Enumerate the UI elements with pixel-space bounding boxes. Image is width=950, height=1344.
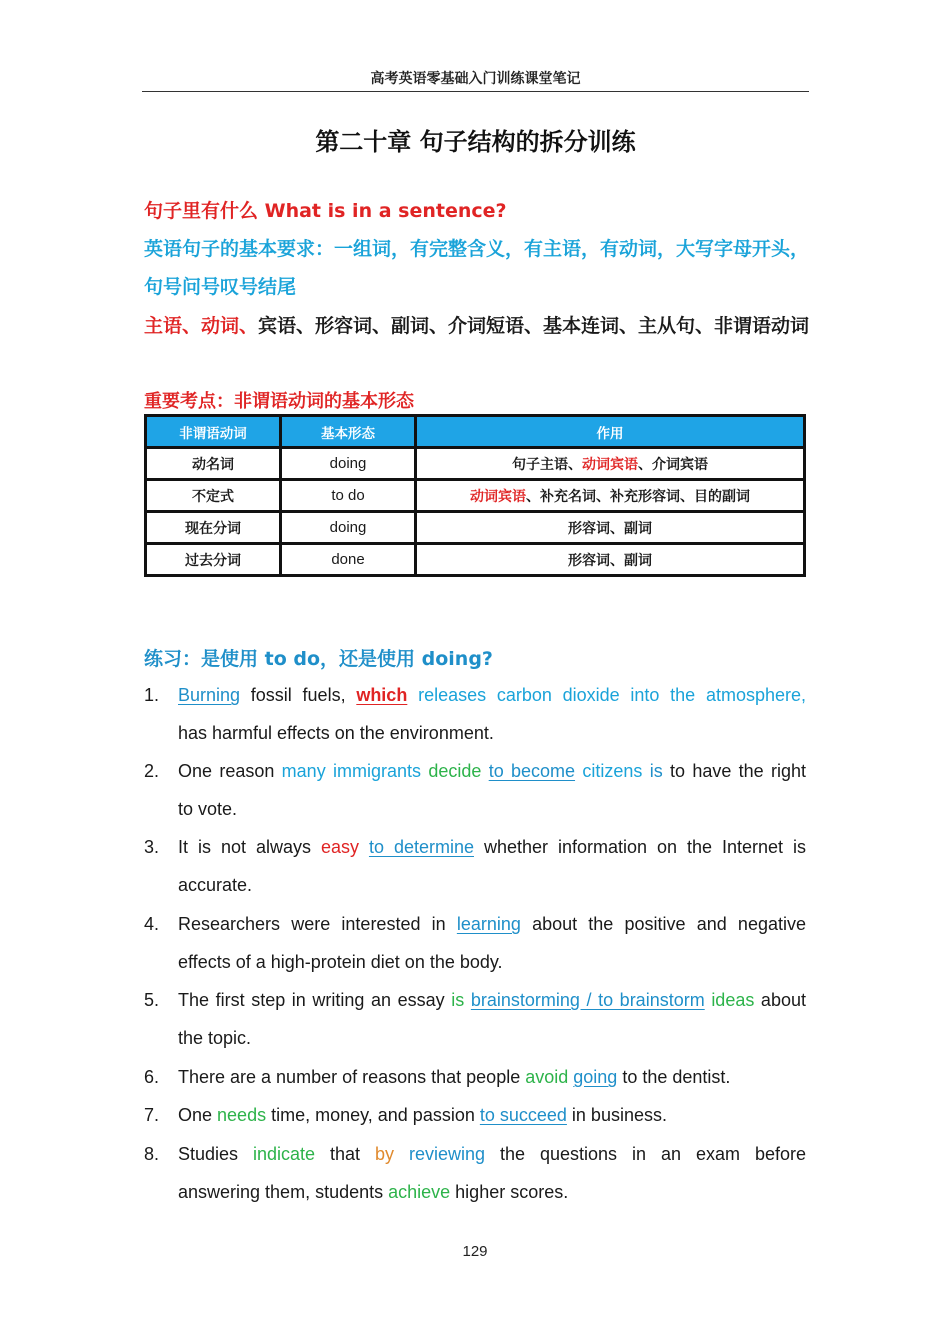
verb-text: achieve (388, 1182, 451, 1202)
item-number: 6. (144, 1067, 160, 1087)
table-cell-form: done (281, 544, 416, 576)
table-row (146, 544, 805, 576)
table-cell-use (416, 448, 805, 480)
plain-text: to the dentist. (617, 1067, 731, 1087)
plain-text: It is not always (178, 837, 321, 857)
item-line (178, 828, 806, 866)
plain-text: higher scores. (450, 1182, 569, 1202)
space (464, 990, 471, 1010)
plain-text: to vote. (178, 799, 238, 819)
header-rule (142, 91, 809, 92)
item-line (178, 1135, 806, 1173)
plain-text: One (178, 1105, 218, 1125)
section-heading-sentence: 句子里有什么 What is in a sentence? (144, 200, 507, 222)
elements-rest: 宾语、形容词、副词、介词短语、基本连词、主从句、非谓语动词 (258, 315, 810, 337)
object-text: ideas (711, 990, 755, 1010)
table-row (146, 448, 805, 480)
exercise-item (144, 905, 806, 981)
answer-word: to succeed (479, 1105, 567, 1125)
running-header: 高考英语零基础入门训练课堂笔记 (370, 71, 581, 87)
plain-text: has harmful effects on the environment. (178, 723, 494, 743)
table-header: 非谓语动词 (146, 416, 281, 448)
preposition-text: by (375, 1144, 395, 1164)
item-number: 1. (144, 685, 160, 705)
use-text: 、介词宾语 (638, 456, 708, 473)
plain-text: the questions in an exam before (485, 1144, 806, 1164)
plain-text: time, money, and passion (266, 1105, 480, 1125)
table-cell-use (416, 480, 805, 512)
table-cell-form: to do (281, 480, 416, 512)
plain-text: One reason (178, 761, 282, 781)
plain-text: The first step in writing an essay (178, 990, 452, 1010)
table-cell-form: doing (281, 512, 416, 544)
plain-text: effects of a high-protein diet on the body. (178, 952, 503, 972)
plain-text: answering them, students (178, 1182, 389, 1202)
exercise-item (144, 1135, 806, 1211)
plain-text: to have the right (662, 761, 806, 781)
use-highlight: 动词宾语 (582, 456, 638, 473)
use-text: 、补充名词、补充形容词、目的副词 (526, 488, 750, 505)
use-highlight: 动词宾语 (470, 488, 526, 505)
answer-word: Burning (178, 685, 241, 705)
plain-text: accurate. (178, 875, 253, 895)
plain-text: about the positive and negative (520, 914, 806, 934)
answer-word: reviewing (409, 1144, 486, 1164)
item-line (178, 943, 806, 981)
exercise-heading: 练习：是使用 to do，还是使用 doing? (144, 648, 493, 670)
answer-word: going (573, 1067, 618, 1087)
table-header: 基本形态 (281, 416, 416, 448)
table-row (146, 512, 805, 544)
exercise-item (144, 676, 806, 752)
space (359, 837, 369, 857)
verb-text: indicate (253, 1144, 316, 1164)
plain-text: Researchers were interested in (178, 914, 457, 934)
verb-text: needs (217, 1105, 267, 1125)
answer-word: brainstorming / to brainstorm (470, 990, 705, 1010)
object-text: citizens (582, 761, 643, 781)
answer-word: to determine (368, 837, 474, 857)
exercise-item (144, 828, 806, 904)
item-line (178, 676, 806, 714)
plain-text: that (315, 1144, 376, 1164)
elements-highlight: 主语、动词、 (144, 315, 259, 337)
item-number: 5. (144, 990, 160, 1010)
item-line (178, 714, 806, 752)
sentence-elements (144, 311, 809, 338)
relative-pronoun: which (356, 685, 408, 705)
adjective-text: easy (320, 837, 359, 857)
item-number: 4. (144, 914, 160, 934)
table-header: 作用 (416, 416, 805, 448)
table-cell-name: 动名词 (146, 448, 281, 480)
plain-text: the topic. (178, 1028, 252, 1048)
item-number: 2. (144, 761, 160, 781)
table-header-row (146, 416, 805, 448)
verb-text: is (451, 990, 465, 1010)
exercise-item (144, 1096, 806, 1134)
verb-text: is (649, 761, 663, 781)
plain-text: whether information on the Internet is (473, 837, 806, 857)
exercise-item (144, 1058, 806, 1096)
answer-word: learning (456, 914, 521, 934)
table-cell-use (416, 512, 805, 544)
exercise-item (144, 752, 806, 828)
item-line (178, 1019, 806, 1057)
table-cell-use (416, 544, 805, 576)
table-cell-name: 过去分词 (146, 544, 281, 576)
chapter-title: 第二十章 句子结构的拆分训练 (315, 128, 636, 156)
item-line (178, 752, 806, 790)
space (642, 761, 649, 781)
item-line (178, 1096, 806, 1134)
item-line (178, 981, 806, 1019)
table-cell-name: 现在分词 (146, 512, 281, 544)
subject-text: many immigrants (281, 761, 422, 781)
item-line (178, 866, 806, 904)
plain-text: in business. (566, 1105, 667, 1125)
item-number: 7. (144, 1105, 160, 1125)
clause-text: releases carbon dioxide into the atmosphere, (407, 685, 806, 705)
item-number: 3. (144, 837, 160, 857)
verb-text: decide (428, 761, 482, 781)
use-text: 句子主语、 (512, 456, 582, 473)
use-text: 形容词、副词 (568, 552, 652, 569)
plain-text: fossil fuels, (240, 685, 357, 705)
item-line (178, 905, 806, 943)
requirement-line-1: 英语句子的基本要求：一组词，有完整含义，有主语，有动词，大写字母开头， (144, 238, 810, 260)
verb-text: avoid (525, 1067, 569, 1087)
plain-text: Studies (178, 1144, 254, 1164)
space (481, 761, 488, 781)
space (394, 1144, 409, 1164)
item-line (178, 1173, 806, 1211)
item-number: 8. (144, 1144, 160, 1164)
table-row (146, 480, 805, 512)
exercise-item (144, 981, 806, 1057)
plain-text: about (754, 990, 806, 1010)
page-number: 129 (462, 1243, 488, 1260)
key-point-heading: 重要考点：非谓语动词的基本形态 (144, 391, 414, 412)
plain-text: There are a number of reasons that people (178, 1067, 526, 1087)
nonfinite-verb-table (144, 414, 806, 577)
answer-word: to become (488, 761, 576, 781)
table-cell-name: 不定式 (146, 480, 281, 512)
item-line (178, 790, 806, 828)
table-cell-form: doing (281, 448, 416, 480)
use-text: 形容词、副词 (568, 520, 652, 537)
item-line (178, 1058, 806, 1096)
requirement-line-2: 句号问号叹号结尾 (144, 276, 297, 298)
